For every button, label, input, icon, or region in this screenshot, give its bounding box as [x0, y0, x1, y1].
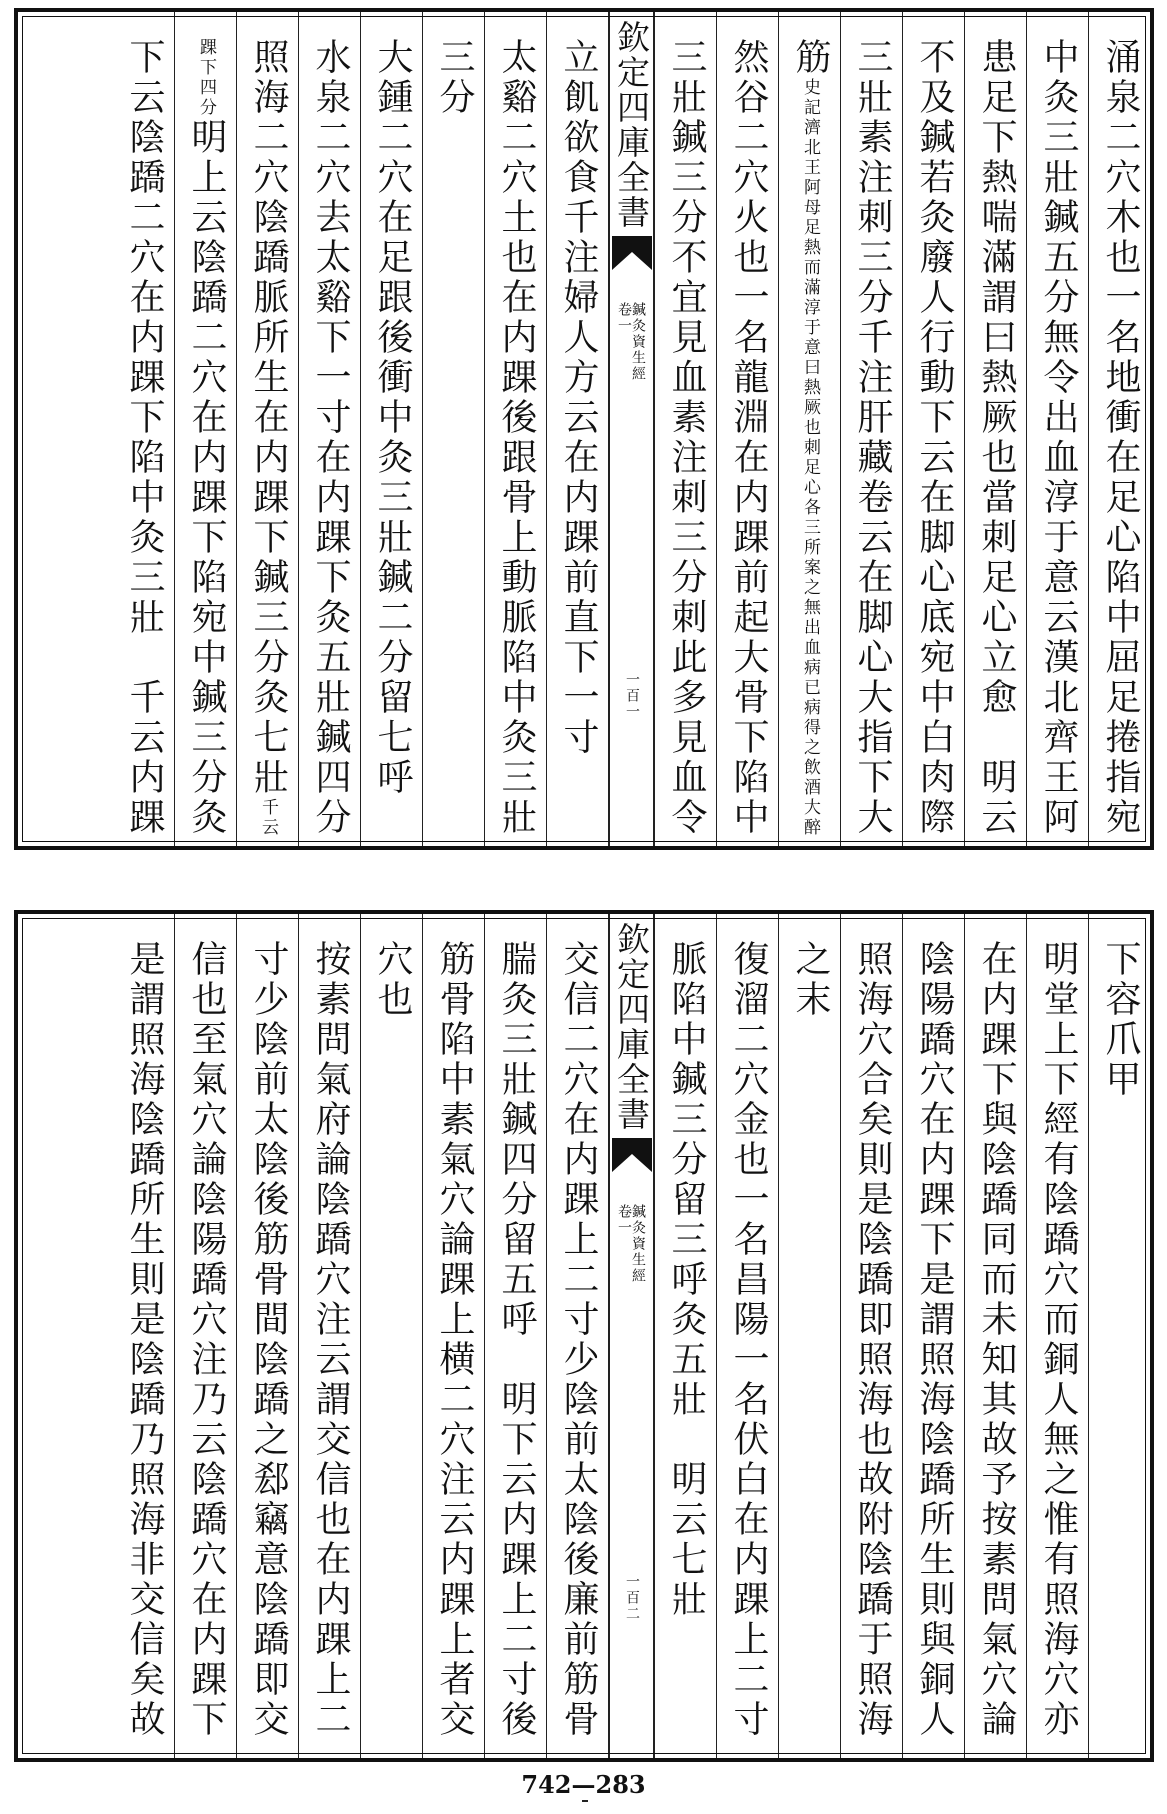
collection-title: 欽定四庫全書 [612, 20, 651, 230]
text-column [716, 12, 778, 846]
text-column [1088, 12, 1150, 846]
volume-label: 卷一 [616, 1204, 632, 1236]
column-text: 大鍾二穴在足跟後衝中灸三壯鍼二分留七呼 [372, 38, 413, 798]
text-column [546, 914, 608, 1758]
folio-number: 一百二 [624, 1574, 640, 1622]
column-text: 復溜二穴金也一名昌陽一名伏白在内踝上二寸 [728, 940, 769, 1740]
column-text: 陰陽蹻穴在内踝下是謂照海陰蹻所生則與銅人 [914, 940, 955, 1740]
book-title: 鍼灸資生經 [630, 1204, 646, 1284]
commentary-note: 踝下四分 [196, 38, 216, 118]
text-column [964, 12, 1026, 846]
column-text: 涌泉二穴木也一名地衝在足心陷中屈足捲指宛 [1100, 38, 1141, 838]
footer-tick [582, 1800, 588, 1802]
column-text: 寸少陰前太陰後筋骨間陰蹻之郄竊意陰蹻即交 [248, 940, 289, 1740]
text-column [840, 914, 902, 1758]
text-column [174, 914, 236, 1758]
text-column [112, 12, 174, 846]
column-text: 三壯素注刺三分千注肝藏卷云在脚心大指下大 [852, 38, 893, 838]
commentary-note: 千云 [258, 798, 278, 838]
bottom-page-panel [14, 910, 1154, 1762]
column-text: 交信二穴在内踝上二寸少陰前太陰後廉前筋骨 [558, 940, 599, 1740]
text-column [964, 914, 1026, 1758]
text-column [546, 12, 608, 846]
column-text: 是謂照海陰蹻所生則是陰蹻乃照海非交信矣故 [124, 940, 165, 1740]
column-text: 照海二穴陰蹻脈所生在内踝下鍼三分灸七壯 [248, 38, 289, 798]
column-text: 不及鍼若灸廢人行動下云在脚心底宛中白肉際 [914, 38, 955, 838]
text-column [422, 12, 484, 846]
column-text: 之末 [790, 940, 831, 1020]
column-text: 患足下熱喘滿謂曰熱厥也當刺足心立愈 明云 [976, 38, 1017, 838]
text-column [654, 914, 716, 1758]
top-page-panel [14, 8, 1154, 850]
folio-number: 一百一 [624, 672, 640, 720]
text-column [654, 12, 716, 846]
column-text: 太谿二穴土也在内踝後跟骨上動脈陷中灸三壯 [496, 38, 537, 838]
column-text: 下云陰蹻二穴在内踝下陷中灸三壯 千云内踝 [124, 38, 165, 838]
column-text: 明上云陰蹻二穴在内踝下陷宛中鍼三分灸 [186, 118, 227, 838]
collection-title: 欽定四庫全書 [612, 922, 651, 1132]
column-text: 立飢欲食千注婦人方云在内踝前直下一寸 [558, 38, 599, 758]
column-text: 中灸三壯鍼五分無令出血淳于意云漢北齊王阿 [1038, 38, 1079, 838]
column-text: 信也至氣穴論陰陽蹻穴注乃云陰蹻穴在内踝下 [186, 940, 227, 1740]
column-text: 水泉二穴去太谿下一寸在内踝下灸五壯鍼四分 [310, 38, 351, 838]
text-column [1026, 12, 1088, 846]
column-text: 三壯鍼三分不宜見血素注刺三分刺此多見血令 [666, 38, 707, 838]
text-column [236, 12, 298, 846]
text-column [1026, 914, 1088, 1758]
column-text: 脈陷中鍼三分留三呼灸五壯 明云七壯 [666, 940, 707, 1620]
center-fold-column [608, 914, 654, 1758]
column-text: 下容爪甲 [1100, 940, 1141, 1100]
book-title: 鍼灸資生經 [630, 302, 646, 382]
column-text: 筋 [790, 38, 831, 78]
text-column [902, 12, 964, 846]
column-text: 腨灸三壯鍼四分留五呼 明下云内踝上二寸後 [496, 940, 537, 1740]
fishtail-mark-icon [612, 1138, 652, 1172]
text-column [236, 914, 298, 1758]
volume-label: 卷一 [616, 302, 632, 334]
column-text: 筋骨陷中素氣穴論踝上横二穴注云内踝上者交 [434, 940, 475, 1740]
column-text: 然谷二穴火也一名龍淵在内踝前起大骨下陷中 [728, 38, 769, 838]
text-column [298, 12, 360, 846]
column-text: 明堂上下經有陰蹻穴而銅人無之惟有照海穴亦 [1038, 940, 1079, 1740]
text-column [902, 914, 964, 1758]
column-text: 在内踝下與陰蹻同而未知其故予按素問氣穴論 [976, 940, 1017, 1740]
text-column [484, 914, 546, 1758]
text-column [484, 12, 546, 846]
text-column [422, 914, 484, 1758]
column-text: 按素問氣府論陰蹻穴注云謂交信也在内踝上二 [310, 940, 351, 1740]
text-column [360, 12, 422, 846]
text-column [360, 914, 422, 1758]
text-column [1088, 914, 1150, 1758]
fishtail-mark-icon [612, 236, 652, 270]
commentary-note: 史記濟北王阿母足熱而滿淳于意曰熱厥也刺足心各三所案之無出血病已病得之飲酒大醉 [800, 78, 820, 838]
text-column [298, 914, 360, 1758]
column-text: 三分 [434, 38, 475, 118]
center-fold-column [608, 12, 654, 846]
text-column [716, 914, 778, 1758]
text-column [778, 914, 840, 1758]
page-number: 742—283 [521, 1770, 646, 1799]
text-column [112, 914, 174, 1758]
text-column [840, 12, 902, 846]
column-text: 照海穴合矣則是陰蹻即照海也故附陰蹻于照海 [852, 940, 893, 1740]
column-text: 穴也 [372, 940, 413, 1020]
text-column [778, 12, 840, 846]
text-column [174, 12, 236, 846]
